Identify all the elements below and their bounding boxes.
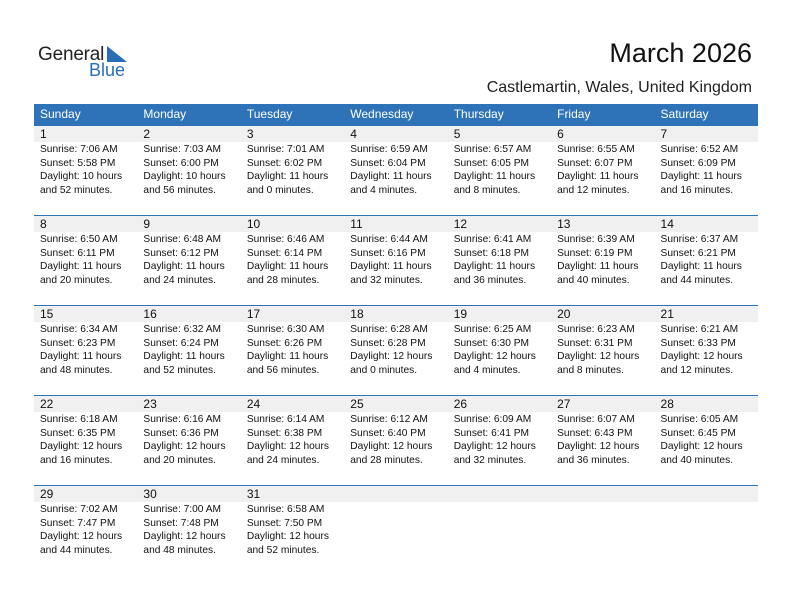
day-sun-info [454,413,551,467]
daylight-minutes: and 12 minutes. [557,184,630,196]
sunrise-time: Sunrise: 6:16 AM [143,414,222,425]
day-number: 9 [143,217,151,231]
day-sun-info [247,323,344,377]
sunset-time: Sunset: 6:07 PM [557,157,633,169]
day-sun-info [143,413,240,467]
sunset-time: Sunset: 6:12 PM [143,247,219,259]
sunset-time: Sunset: 6:24 PM [143,337,219,349]
sunrise-time: Sunrise: 6:14 AM [246,414,325,425]
sunset-time: Sunset: 6:31 PM [557,337,633,349]
daylight-minutes: and 20 minutes. [143,454,216,466]
sunrise-time: Sunrise: 6:25 AM [453,324,532,335]
daylight-minutes: and 24 minutes. [246,454,320,466]
day-number: 27 [557,397,571,411]
day-cell [34,486,137,574]
day-sun-info [350,233,447,287]
sunset-time: Sunset: 6:33 PM [660,337,736,349]
day-number: 15 [40,307,54,321]
day-sun-info [661,413,758,467]
sunset-time: Sunset: 6:18 PM [453,247,530,259]
daylight-hours: Daylight: 11 hours [143,261,225,273]
daylight-hours: Daylight: 12 hours [350,351,433,363]
generalblue-logo [38,42,138,82]
sunrise-time: Sunrise: 7:02 AM [40,504,118,515]
sunrise-time: Sunrise: 6:28 AM [350,324,428,335]
week-days [34,216,758,304]
day-sun-info [350,413,447,467]
sunrise-time: Sunrise: 6:12 AM [350,414,428,425]
daylight-hours: Daylight: 12 hours [453,441,536,453]
day-number: 21 [660,307,674,321]
weekday-header [34,104,758,125]
sunrise-time: Sunrise: 6:07 AM [557,414,635,425]
day-number: 24 [246,397,261,411]
sunrise-time: Sunrise: 7:00 AM [143,504,222,515]
weekday-wednesday: Wednesday [350,107,414,121]
sunrise-time: Sunrise: 6:59 AM [350,144,428,155]
sunrise-time: Sunrise: 6:18 AM [40,414,118,425]
sunrise-time: Sunrise: 6:32 AM [143,324,222,335]
day-sun-info [557,323,654,377]
weekday-sunday: Sunday [40,107,81,121]
sunrise-time: Sunrise: 7:03 AM [143,144,222,155]
daylight-hours: Daylight: 12 hours [40,441,123,453]
sunset-time: Sunset: 6:16 PM [350,247,426,259]
day-sun-info [454,143,551,197]
weekday-monday: Monday [143,107,187,121]
day-number: 14 [660,217,674,231]
day-number: 28 [660,397,674,411]
logo-blue-text: Blue [89,60,126,80]
sunset-time: Sunset: 7:47 PM [40,517,116,529]
daylight-minutes: and 8 minutes. [557,364,624,376]
day-number: 22 [40,397,54,411]
daylight-hours: Daylight: 11 hours [453,171,536,183]
day-sun-info [661,143,758,197]
day-number: 18 [350,307,364,321]
daylight-hours: Daylight: 11 hours [40,351,122,363]
daylight-minutes: and 48 minutes. [143,544,216,556]
day-cell [137,306,240,394]
sunrise-time: Sunrise: 6:09 AM [453,414,532,425]
sunrise-time: Sunrise: 6:48 AM [143,234,222,245]
day-number: 30 [143,487,157,501]
day-cell [655,306,758,394]
sunrise-time: Sunrise: 6:37 AM [660,234,739,245]
day-sun-info [661,233,758,287]
day-cell [137,486,240,574]
day-sun-info [247,143,344,197]
daylight-hours: Daylight: 11 hours [557,261,639,273]
day-number: 26 [453,397,468,411]
day-sun-info [143,143,240,197]
day-number: 13 [557,217,571,231]
weekday-saturday: Saturday [660,107,709,121]
day-number: 31 [246,487,261,501]
location-subtitle: Castlemartin, Wales, United Kingdom [486,79,752,96]
day-number: 16 [143,307,157,321]
daylight-hours: Daylight: 10 hours [143,171,226,183]
week-days [34,486,758,574]
day-cell [344,216,447,304]
day-number: 11 [350,217,363,231]
sunset-time: Sunset: 6:00 PM [143,157,219,169]
daylight-minutes: and 8 minutes. [453,184,521,196]
sunset-time: Sunset: 7:48 PM [143,517,219,529]
weekday-friday: Friday [557,107,591,121]
sunrise-time: Sunrise: 7:01 AM [246,144,325,155]
day-cell [344,306,447,394]
day-number: 19 [453,307,468,321]
sunset-time: Sunset: 6:05 PM [453,157,530,169]
sunset-time: Sunset: 7:50 PM [246,517,323,529]
daylight-hours: Daylight: 11 hours [246,351,329,363]
sunrise-time: Sunrise: 6:44 AM [350,234,428,245]
day-number: 12 [453,217,468,231]
sunset-time: Sunset: 6:21 PM [660,247,736,259]
empty-day-cell [448,486,551,574]
day-cell [241,306,344,394]
day-cell [241,126,344,214]
daylight-hours: Daylight: 11 hours [557,171,639,183]
sunset-time: Sunset: 6:43 PM [557,427,633,439]
day-cell [137,396,240,484]
daylight-minutes: and 28 minutes. [246,274,320,286]
day-cell [241,216,344,304]
daylight-hours: Daylight: 12 hours [557,441,640,453]
calendar-weeks [34,125,758,575]
day-number: 3 [246,127,254,141]
sunset-time: Sunset: 6:09 PM [660,157,736,169]
day-cell [137,126,240,214]
day-number: 7 [660,127,668,141]
daylight-minutes: and 36 minutes. [557,454,630,466]
daylight-hours: Daylight: 12 hours [143,531,226,543]
sunset-time: Sunset: 6:26 PM [246,337,323,349]
day-cell [448,396,551,484]
sunset-time: Sunset: 6:40 PM [350,427,426,439]
daylight-minutes: and 40 minutes. [557,274,630,286]
daylight-hours: Daylight: 11 hours [40,261,122,273]
sunrise-time: Sunrise: 6:41 AM [453,234,532,245]
calendar-week [34,215,758,305]
daylight-hours: Daylight: 12 hours [453,351,536,363]
day-number: 20 [557,307,571,321]
sunset-time: Sunset: 6:11 PM [40,247,115,259]
day-cell [655,396,758,484]
day-sun-info [143,323,240,377]
daylight-minutes: and 16 minutes. [660,184,734,196]
day-number: 1 [40,127,47,141]
day-number: 8 [40,217,47,231]
sunset-time: Sunset: 6:36 PM [143,427,219,439]
daylight-hours: Daylight: 11 hours [246,261,329,273]
day-sun-info [557,413,654,467]
sunrise-time: Sunrise: 6:57 AM [453,144,532,155]
calendar-week [34,305,758,395]
daylight-hours: Daylight: 11 hours [660,261,742,273]
week-days [34,126,758,214]
month-calendar [34,104,758,575]
daylight-minutes: and 52 minutes. [40,184,113,196]
daylight-minutes: and 0 minutes. [246,184,314,196]
daylight-hours: Daylight: 11 hours [350,261,432,273]
calendar-week [34,485,758,575]
sunrise-time: Sunrise: 6:05 AM [660,414,739,425]
day-cell [655,126,758,214]
daylight-minutes: and 36 minutes. [453,274,527,286]
daylight-minutes: and 44 minutes. [660,274,734,286]
daylight-hours: Daylight: 12 hours [246,531,329,543]
daylight-hours: Daylight: 12 hours [557,351,640,363]
sunset-time: Sunset: 6:02 PM [246,157,323,169]
day-cell [34,396,137,484]
sunrise-time: Sunrise: 6:58 AM [246,504,325,515]
daylight-minutes: and 20 minutes. [40,274,113,286]
sunrise-time: Sunrise: 6:23 AM [557,324,635,335]
day-cell [551,216,654,304]
sunrise-time: Sunrise: 6:46 AM [246,234,325,245]
sunset-time: Sunset: 6:30 PM [453,337,530,349]
daylight-hours: Daylight: 11 hours [350,171,432,183]
day-cell [137,216,240,304]
empty-day-cell [344,486,447,574]
day-sun-info [247,413,344,467]
daylight-minutes: and 4 minutes. [350,184,418,196]
day-number: 23 [143,397,157,411]
day-cell [34,126,137,214]
daylight-hours: Daylight: 12 hours [143,441,226,453]
sunset-time: Sunset: 6:14 PM [246,247,323,259]
sunrise-time: Sunrise: 6:21 AM [660,324,739,335]
daylight-minutes: and 0 minutes. [350,364,418,376]
daylight-hours: Daylight: 11 hours [143,351,225,363]
day-cell [448,216,551,304]
day-cell [551,396,654,484]
day-number: 17 [246,307,261,321]
daylight-minutes: and 16 minutes. [40,454,113,466]
weekday-tuesday: Tuesday [246,107,293,121]
day-cell [448,306,551,394]
daylight-minutes: and 28 minutes. [350,454,423,466]
empty-day-cell [551,486,654,574]
day-sun-info [350,323,447,377]
daylight-minutes: and 52 minutes. [143,364,216,376]
weekday-thursday: Thursday [453,107,504,121]
daylight-minutes: and 44 minutes. [40,544,113,556]
daylight-minutes: and 40 minutes. [660,454,734,466]
daylight-hours: Daylight: 12 hours [40,531,123,543]
daylight-minutes: and 12 minutes. [660,364,734,376]
day-sun-info [350,143,447,197]
day-sun-info [40,143,137,197]
day-cell [655,216,758,304]
day-cell [241,396,344,484]
sunset-time: Sunset: 6:41 PM [453,427,530,439]
calendar-week [34,395,758,485]
day-number: 6 [557,127,564,141]
day-sun-info [247,503,344,557]
day-cell [34,216,137,304]
day-sun-info [247,233,344,287]
sunset-time: Sunset: 6:28 PM [350,337,426,349]
empty-day-cell [655,486,758,574]
sunset-time: Sunset: 6:04 PM [350,157,426,169]
day-cell [34,306,137,394]
daylight-minutes: and 24 minutes. [143,274,216,286]
daylight-minutes: and 56 minutes. [246,364,320,376]
sunset-time: Sunset: 6:38 PM [246,427,323,439]
week-days [34,306,758,394]
sunset-time: Sunset: 6:19 PM [557,247,633,259]
week-days [34,396,758,484]
day-sun-info [143,233,240,287]
sunrise-time: Sunrise: 7:06 AM [40,144,118,155]
sunset-time: Sunset: 6:35 PM [40,427,116,439]
daylight-minutes: and 56 minutes. [143,184,216,196]
daylight-hours: Daylight: 10 hours [40,171,123,183]
sunrise-time: Sunrise: 6:55 AM [557,144,635,155]
sunset-time: Sunset: 6:45 PM [660,427,736,439]
day-sun-info [40,233,137,287]
day-number: 10 [246,217,261,231]
sunrise-time: Sunrise: 6:39 AM [557,234,635,245]
day-cell [448,126,551,214]
day-sun-info [40,323,137,377]
daylight-minutes: and 32 minutes. [453,454,527,466]
day-sun-info [557,143,654,197]
daylight-minutes: and 48 minutes. [40,364,113,376]
daylight-hours: Daylight: 12 hours [246,441,329,453]
day-sun-info [143,503,240,557]
day-cell [344,126,447,214]
daylight-hours: Daylight: 12 hours [350,441,433,453]
day-number: 29 [40,487,54,501]
sunset-time: Sunset: 5:58 PM [40,157,116,169]
day-cell [241,486,344,574]
day-cell [551,306,654,394]
daylight-hours: Daylight: 11 hours [246,171,329,183]
day-sun-info [557,233,654,287]
day-number: 4 [350,127,357,141]
sunrise-time: Sunrise: 6:52 AM [660,144,739,155]
daylight-hours: Daylight: 12 hours [660,441,743,453]
daylight-minutes: and 52 minutes. [246,544,320,556]
day-sun-info [40,413,137,467]
daylight-minutes: and 4 minutes. [453,364,521,376]
daylight-hours: Daylight: 11 hours [660,171,742,183]
sunset-time: Sunset: 6:23 PM [40,337,116,349]
sunrise-time: Sunrise: 6:50 AM [40,234,118,245]
sunrise-time: Sunrise: 6:30 AM [246,324,325,335]
day-number: 2 [143,127,151,141]
day-sun-info [454,233,551,287]
day-cell [551,126,654,214]
day-sun-info [40,503,137,557]
day-sun-info [661,323,758,377]
daylight-hours: Daylight: 11 hours [453,261,536,273]
day-number: 5 [453,127,461,141]
calendar-week [34,125,758,215]
sunrise-time: Sunrise: 6:34 AM [40,324,118,335]
day-sun-info [454,323,551,377]
day-cell [344,396,447,484]
daylight-hours: Daylight: 12 hours [660,351,743,363]
page-title: March 2026 [609,38,752,68]
day-number: 25 [350,397,364,411]
daylight-minutes: and 32 minutes. [350,274,423,286]
logo-general-text: General [38,44,105,65]
